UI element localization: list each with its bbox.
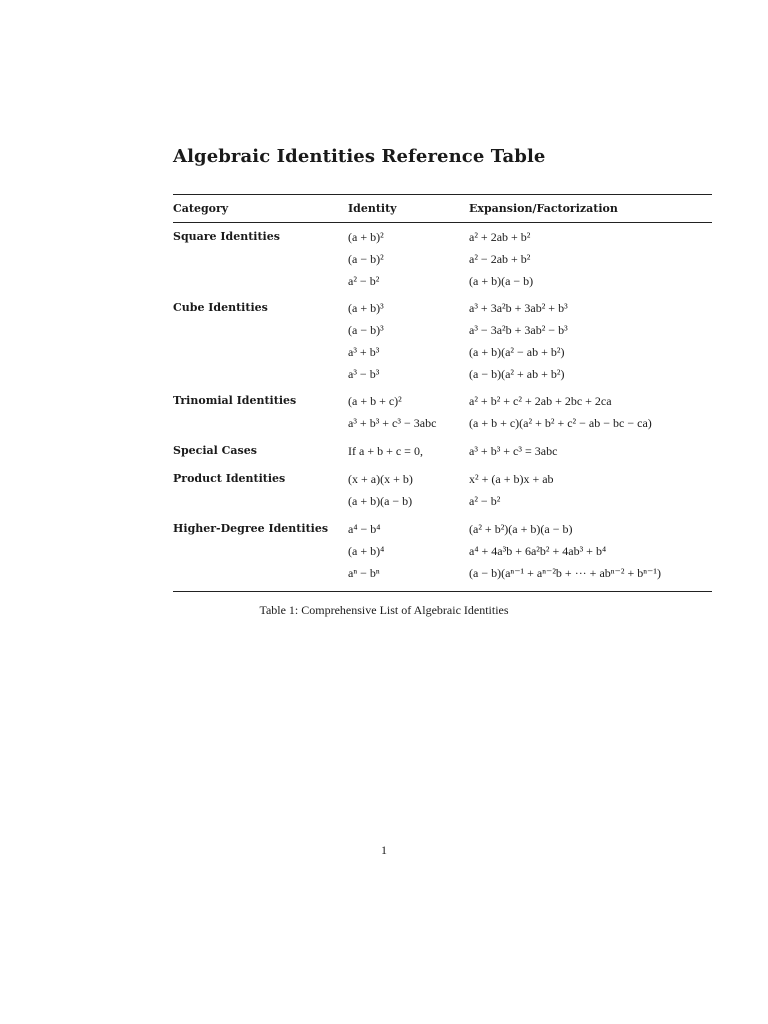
page-title: Algebraic Identities Reference Table — [173, 146, 546, 167]
identity-cell: a⁴ − b⁴ — [348, 522, 381, 536]
header-identity: Identity — [348, 202, 397, 215]
expansion-cell: (a − b)(a² + ab + b²) — [469, 367, 565, 381]
expansion-cell: x² + (a + b)x + ab — [469, 472, 554, 486]
expansion-cell: (a + b)(a² − ab + b²) — [469, 345, 565, 359]
identity-cell: If a + b + c = 0, — [348, 444, 423, 458]
table-top-rule — [173, 194, 712, 195]
expansion-cell: a³ − 3a²b + 3ab² − b³ — [469, 323, 568, 337]
category-product: Product Identities — [173, 472, 286, 485]
identity-cell: (a + b)(a − b) — [348, 494, 413, 508]
identity-cell: (a + b)⁴ — [348, 544, 385, 558]
page-number: 1 — [381, 843, 387, 857]
expansion-cell: (a² + b²)(a + b)(a − b) — [469, 522, 573, 536]
identity-cell: (a − b)³ — [348, 323, 384, 337]
expansion-cell: a² + b² + c² + 2ab + 2bc + 2ca — [469, 394, 612, 408]
expansion-cell: a³ + 3a²b + 3ab² + b³ — [469, 301, 568, 315]
category-higher: Higher-Degree Identities — [173, 522, 329, 535]
expansion-cell: a² + 2ab + b² — [469, 230, 531, 244]
expansion-cell: a³ + b³ + c³ = 3abc — [469, 444, 558, 458]
identity-cell: aⁿ − bⁿ — [348, 566, 380, 580]
table-bottom-rule — [173, 591, 712, 592]
expansion-cell: (a + b)(a − b) — [469, 274, 534, 288]
category-cube: Cube Identities — [173, 301, 268, 314]
table-caption: Table 1: Comprehensive List of Algebraic Identities — [259, 603, 509, 617]
expansion-cell: (a − b)(aⁿ⁻¹ + aⁿ⁻²b + ··· + abⁿ⁻² + bⁿ⁻¹) — [469, 566, 661, 580]
header-rule — [173, 222, 712, 223]
category-trinomial: Trinomial Identities — [173, 394, 297, 407]
identity-cell: (a + b)² — [348, 230, 384, 244]
expansion-cell: a⁴ + 4a³b + 6a²b² + 4ab³ + b⁴ — [469, 544, 607, 558]
expansion-cell: a² − b² — [469, 494, 501, 508]
category-square: Square Identities — [173, 230, 280, 243]
identity-cell: a³ + b³ — [348, 345, 380, 359]
identity-cell: (a + b + c)² — [348, 394, 402, 408]
expansion-cell: (a + b + c)(a² + b² + c² − ab − bc − ca) — [469, 416, 652, 430]
identity-cell: a² − b² — [348, 274, 380, 288]
header-category: Category — [173, 202, 229, 215]
expansion-cell: a² − 2ab + b² — [469, 252, 531, 266]
identity-cell: (x + a)(x + b) — [348, 472, 413, 486]
identity-cell: (a − b)² — [348, 252, 384, 266]
identity-cell: (a + b)³ — [348, 301, 384, 315]
identity-cell: a³ − b³ — [348, 367, 380, 381]
identity-cell: a³ + b³ + c³ − 3abc — [348, 416, 437, 430]
category-special: Special Cases — [173, 444, 257, 457]
header-expansion: Expansion/Factorization — [469, 202, 618, 215]
